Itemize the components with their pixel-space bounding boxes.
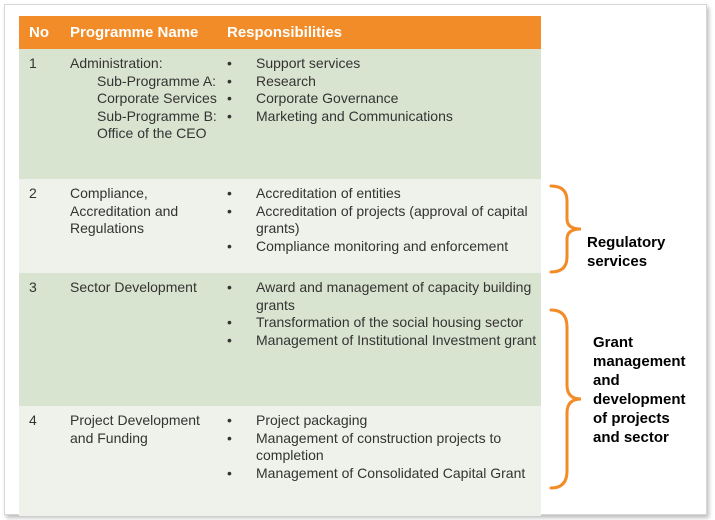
responsibilities-cell <box>217 273 541 406</box>
programme-name: Project Development and Funding <box>60 406 217 516</box>
bullet-icon: • <box>227 72 232 89</box>
row-number: 4 <box>19 406 60 516</box>
list-item: • Compliance monitoring and enforcement <box>227 237 509 254</box>
bullet-icon: • <box>227 237 232 254</box>
programme-table <box>19 16 541 516</box>
bullet-icon: • <box>227 90 232 106</box>
sub-programme: Sub-Programme B: Office of the CEO <box>97 107 217 141</box>
list-item: • Management of construction projects to completion <box>227 429 502 463</box>
row-number: 1 <box>19 49 60 179</box>
table-row <box>19 49 541 179</box>
right-brace-icon <box>547 307 587 491</box>
programme-name: Compliance, Accreditation and Regulations <box>60 179 217 273</box>
list-item: • Marketing and Communications <box>227 107 453 124</box>
bullet-icon: • <box>227 331 232 348</box>
header-responsibilities: Responsibilities <box>217 16 541 49</box>
bullet-icon: • <box>227 107 232 124</box>
programme-name: Sector Development <box>60 273 217 406</box>
programme-name <box>60 49 217 179</box>
table-row <box>19 406 541 516</box>
bullet-icon: • <box>227 185 232 201</box>
header-programme-name: Programme Name <box>60 16 217 49</box>
list-item: • Corporate Governance <box>227 90 399 106</box>
list-item: • Management of Institutional Investment grant <box>227 331 537 348</box>
list-item: • Research <box>227 72 316 89</box>
bullet-icon: • <box>227 55 232 71</box>
bullet-icon: • <box>227 464 232 481</box>
group-label-grant-management: Grant management and development of projects and sector <box>593 334 686 446</box>
list-item: • Accreditation of projects (approval of capital grants) <box>227 202 528 236</box>
responsibilities-cell <box>217 406 541 516</box>
list-item: • Management of Consolidated Capital Grant <box>227 464 526 481</box>
row-number: 2 <box>19 179 60 273</box>
table-row <box>19 273 541 406</box>
header-no: No <box>19 16 60 49</box>
bullet-icon: • <box>227 314 232 330</box>
group-label-regulatory: Regulatory services <box>587 234 666 270</box>
slide-frame <box>4 4 707 515</box>
list-item: • Accreditation of entities <box>227 185 401 201</box>
bullet-icon: • <box>227 279 232 295</box>
programme-title: Administration: <box>70 55 163 71</box>
right-brace-icon <box>547 183 587 275</box>
bullet-icon: • <box>227 429 232 446</box>
row-number: 3 <box>19 273 60 406</box>
table-row <box>19 179 541 273</box>
bullet-icon: • <box>227 412 232 428</box>
list-item: • Support services <box>227 55 361 71</box>
list-item: • Project packaging <box>227 412 368 428</box>
list-item: • Award and management of capacity building grants <box>227 279 532 313</box>
table-header-row <box>19 16 541 49</box>
responsibilities-cell <box>217 179 541 273</box>
responsibilities-cell <box>217 49 541 179</box>
bullet-icon: • <box>227 202 232 219</box>
list-item: • Transformation of the social housing sector <box>227 314 524 330</box>
sub-programme: Sub-Programme A: Corporate Services <box>97 72 217 106</box>
